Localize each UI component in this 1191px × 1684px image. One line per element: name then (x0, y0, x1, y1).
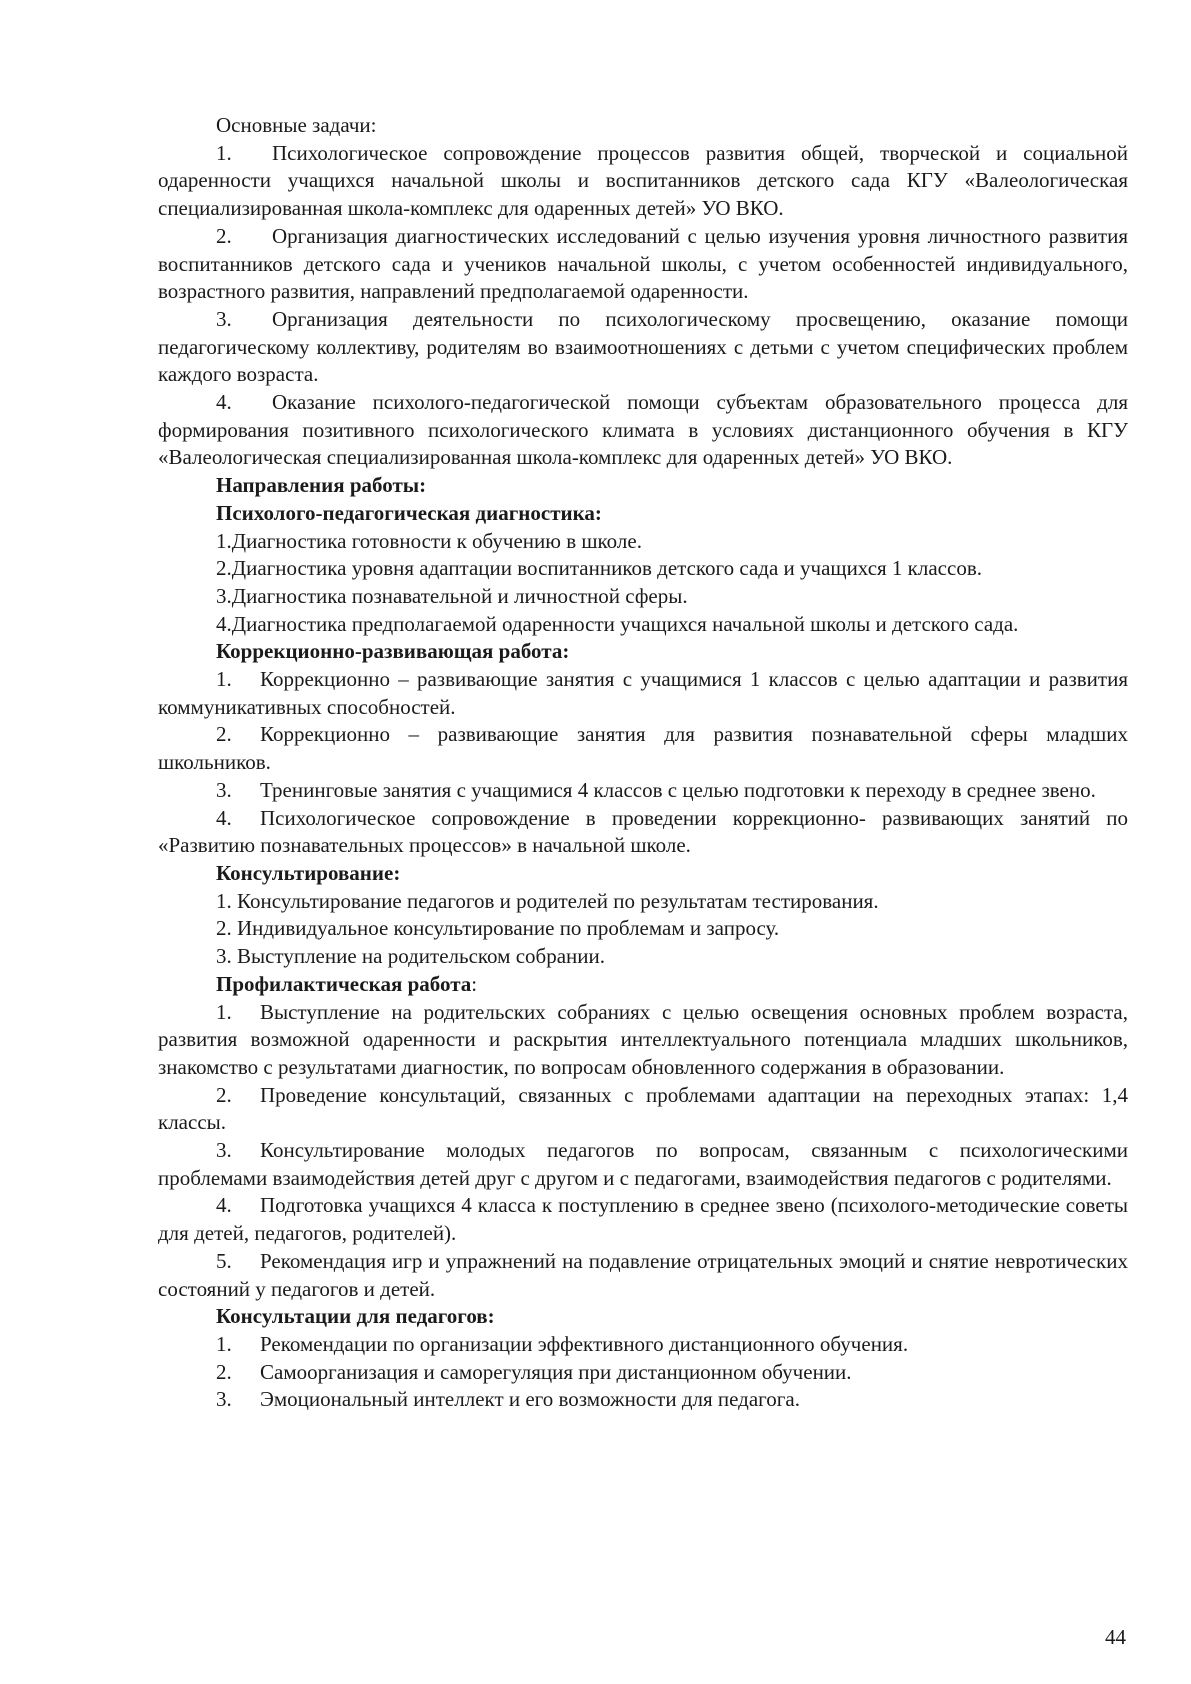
correction-item-2 (158, 721, 1128, 776)
item-text: Рекомендация игр и упражнений на подавление отрицательных эмоций и снятие невротических состояний у педагогов и детей. (158, 1248, 1128, 1301)
item-num: 3. (216, 1138, 232, 1163)
correction-item-4 (158, 805, 1128, 860)
consulting-item: 3. Выступление на родительском собрании. (216, 944, 605, 969)
item-text: Коррекционно – развивающие занятия для развития познавательной сферы младших школьников. (158, 722, 1128, 775)
prevention-heading: Профилактическая работа (216, 971, 472, 996)
diagnostics-item: 3.Диагностика познавательной и личностной сферы. (216, 583, 688, 608)
item-text: Выступление на родительских собраниях с целью освещения основных проблем возраста, развития возможной одаренности и раскрытия интеллектуального потенциала младших школьников, знакомство с результатами диагностик, по вопросам обновленного содержания в образовании. (158, 999, 1128, 1079)
teachers-item-3 (158, 1386, 1128, 1414)
item-num: 2. (216, 1359, 232, 1384)
task-text: Организация деятельности по психологическому просвещению, оказание помощи педагогическому коллективу, родителям во взаимоотношениях с детьми с учетом специфических проблем каждого возраста. (158, 306, 1128, 387)
task-text: Психологическое сопровождение процессов развития общей, творческой и социальной одаренности учащихся начальной школы и воспитанников детского сада КГУ «Валеологическая специализированная школа-комплекс для одаренных детей» УО ВКО. (158, 140, 1128, 221)
document-page (158, 112, 1128, 1414)
task-num: 1. (216, 140, 232, 165)
prevention-heading-colon: : (471, 971, 478, 996)
item-num: 3. (216, 1387, 232, 1412)
prevention-heading-line (158, 971, 1128, 999)
teachers-item-2 (158, 1359, 1128, 1387)
item-text: Самоорганизация и саморегуляция при дистанционном обучении. (260, 1359, 852, 1384)
item-text: Тренинговые занятия с учащимися 4 классов с целью подготовки к переходу в среднее звено. (260, 777, 1096, 802)
diagnostics-item: 2.Диагностика уровня адаптации воспитанников детского сада и учащихся 1 классов. (216, 556, 982, 581)
item-num: 4. (216, 805, 232, 830)
teachers-item-1 (158, 1331, 1128, 1359)
item-num: 1. (216, 999, 232, 1024)
item-num: 1. (216, 1331, 232, 1356)
prevention-item-4 (158, 1192, 1128, 1247)
task-text: Организация диагностических исследований с целью изучения уровня личностного развития воспитанников детского сада и учеников начальной школы, с учетом особенностей индивидуального, возрастного развития, направлений предполагаемой одаренности. (158, 223, 1128, 304)
item-text: Рекомендации по организации эффективного дистанционного обучения. (260, 1331, 909, 1356)
task-text: Оказание психолого-педагогической помощи субъектам образовательного процесса для формирования позитивного психологического климата в условиях дистанционного обучения в КГУ «Валеологическая специализированная школа-комплекс для одаренных детей» УО ВКО. (158, 390, 1128, 470)
task-item-2 (158, 223, 1128, 306)
page-number: 44 (1105, 1625, 1126, 1649)
prevention-item-2 (158, 1082, 1128, 1137)
item-num: 5. (216, 1248, 232, 1273)
teachers-heading: Консультации для педагогов: (216, 1304, 495, 1329)
directions-heading: Направления работы: (216, 473, 427, 498)
item-text: Подготовка учащихся 4 класса к поступлению в среднее звено (психолого-методические советы для детей, педагогов, родителей). (158, 1193, 1128, 1246)
diagnostics-item: 4.Диагностика предполагаемой одаренности учащихся начальной школы и детского сада. (216, 611, 1019, 636)
item-text: Эмоциональный интеллект и его возможности для педагога. (260, 1387, 800, 1412)
item-num: 2. (216, 722, 232, 747)
task-item-1 (158, 140, 1128, 223)
item-text: Коррекционно – развивающие занятия с учащимися 1 классов с целью адаптации и развития коммуникативных способностей. (158, 667, 1128, 719)
tasks-heading: Основные задачи: (216, 113, 377, 137)
consulting-item: 2. Индивидуальное консультирование по проблемам и запросу. (216, 916, 780, 941)
diagnostics-heading: Психолого-педагогическая диагностика: (216, 500, 602, 525)
task-num: 4. (216, 390, 232, 415)
task-num: 2. (216, 223, 232, 248)
item-num: 2. (216, 1082, 232, 1107)
correction-item-3 (158, 777, 1128, 805)
correction-heading: Коррекционно-развивающая работа: (216, 639, 570, 664)
prevention-item-3 (158, 1137, 1128, 1192)
task-item-4 (158, 389, 1128, 472)
item-num: 1. (216, 667, 232, 692)
item-num: 4. (216, 1193, 232, 1218)
correction-item-1 (158, 666, 1128, 721)
consulting-heading: Консультирование: (216, 860, 401, 885)
prevention-item-1 (158, 999, 1128, 1082)
item-text: Проведение консультаций, связанных с проблемами адаптации на переходных этапах: 1,4 классы. (158, 1082, 1128, 1135)
task-item-3 (158, 306, 1128, 389)
item-num: 3. (216, 777, 232, 802)
task-num: 3. (216, 306, 232, 331)
item-text: Психологическое сопровождение в проведении коррекционно- развивающих занятий по «Развитию познавательных процессов» в начальной школе. (158, 805, 1128, 858)
diagnostics-item: 1.Диагностика готовности к обучению в школе. (216, 528, 642, 553)
consulting-item: 1. Консультирование педагогов и родителей по результатам тестирования. (216, 888, 879, 913)
prevention-item-5 (158, 1248, 1128, 1303)
item-text: Консультирование молодых педагогов по вопросам, связанным с психологическими проблемами взаимодействия детей друг с другом и с педагогами, взаимодействия педагогов с родителями. (158, 1138, 1128, 1190)
